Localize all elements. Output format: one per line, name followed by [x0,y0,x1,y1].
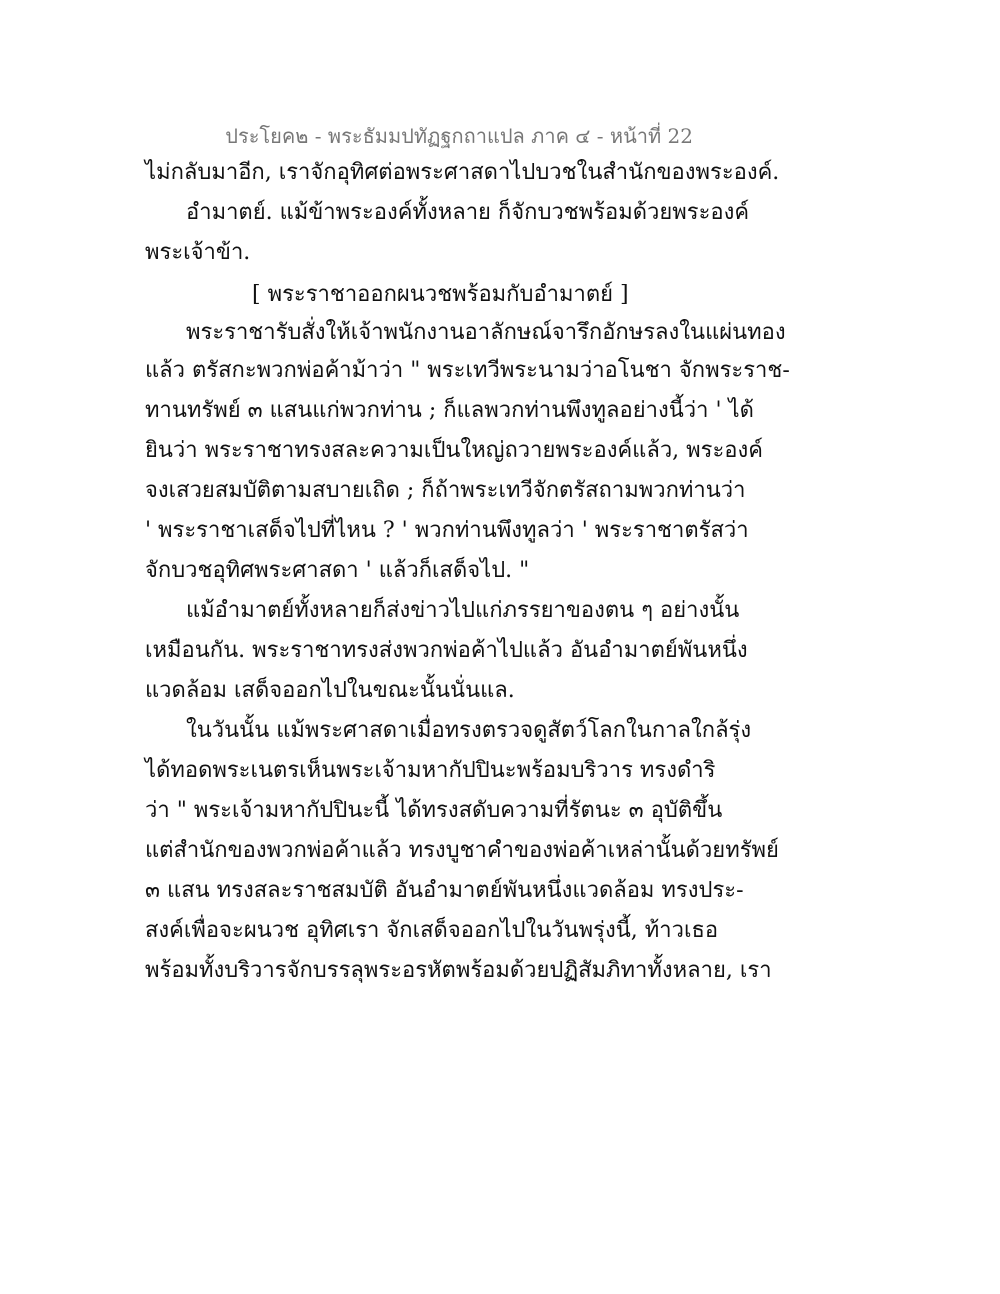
text-line: จักบวชอุทิศพระศาสดา ' แล้วก็เสด็จไป. " [145,558,530,583]
text-line: ๓ แสน ทรงสละราชสมบัติ อันอำมาตย์พันหนึ่งแวดล้อม ทรงประ- [145,878,744,903]
text-line: แวดล้อม เสด็จออกไปในขณะนั้นนั่นแล. [145,678,515,703]
running-header: ประโยค๒ - พระธัมมปทัฏฐกถาแปล ภาค ๔ - หน้าที่ 22 [225,124,693,148]
text-line: แล้ว ตรัสกะพวกพ่อค้าม้าว่า " พระเทวีพระนามว่าอโนชา จักพระราช- [145,358,790,383]
text-line: เหมือนกัน. พระราชาทรงส่งพวกพ่อค้าไปแล้ว อันอำมาตย์พันหนึ่ง [145,638,748,663]
text-line: อำมาตย์. แม้ข้าพระองค์ทั้งหลาย ก็จักบวชพร้อมด้วยพระองค์ [186,200,750,225]
text-line: จงเสวยสมบัติตามสบายเถิด ; ก็ถ้าพระเทวีจักตรัสถามพวกท่านว่า [145,478,746,503]
text-line: ว่า " พระเจ้ามหากัปปินะนี้ ได้ทรงสดับความที่รัตนะ ๓ อุบัติขึ้น [145,798,723,823]
text-line: ทานทรัพย์ ๓ แสนแก่พวกท่าน ; ก็แลพวกท่านพึงทูลอย่างนี้ว่า ' ได้ [145,398,754,423]
text-line: สงค์เพื่อจะผนวช อุทิศเรา จักเสด็จออกไปในวันพรุ่งนี้, ท้าวเธอ [145,918,719,943]
section-heading: [ พระราชาออกผนวชพร้อมกับอำมาตย์ ] [252,282,629,307]
text-line: ได้ทอดพระเนตรเห็นพระเจ้ามหากัปปินะพร้อมบริวาร ทรงดำริ [145,758,716,783]
text-line: แม้อำมาตย์ทั้งหลายก็ส่งข่าวไปแก่ภรรยาของตน ๆ อย่างนั้น [186,598,740,623]
text-line: พระราชารับสั่งให้เจ้าพนักงานอาลักษณ์จารึกอักษรลงในแผ่นทอง [186,320,786,345]
text-line: แต่สำนักของพวกพ่อค้าแล้ว ทรงบูชาคำของพ่อค้าเหล่านั้นด้วยทรัพย์ [145,838,779,863]
text-line: ' พระราชาเสด็จไปที่ไหน ? ' พวกท่านพึงทูลว่า ' พระราชาตรัสว่า [145,518,749,543]
text-line: ไม่กลับมาอีก, เราจักอุทิศต่อพระศาสดาไปบวชในสำนักของพระองค์. [145,160,780,185]
text-line: ในวันนั้น แม้พระศาสดาเมื่อทรงตรวจดูสัตว์โลกในกาลใกล้รุ่ง [186,718,752,743]
text-line: พระเจ้าข้า. [145,240,251,265]
text-line: ยินว่า พระราชาทรงสละความเป็นใหญ่ถวายพระองค์แล้ว, พระองค์ [145,438,763,463]
text-line: พร้อมทั้งบริวารจักบรรลุพระอรหัตพร้อมด้วยปฏิสัมภิทาทั้งหลาย, เรา [145,958,772,983]
